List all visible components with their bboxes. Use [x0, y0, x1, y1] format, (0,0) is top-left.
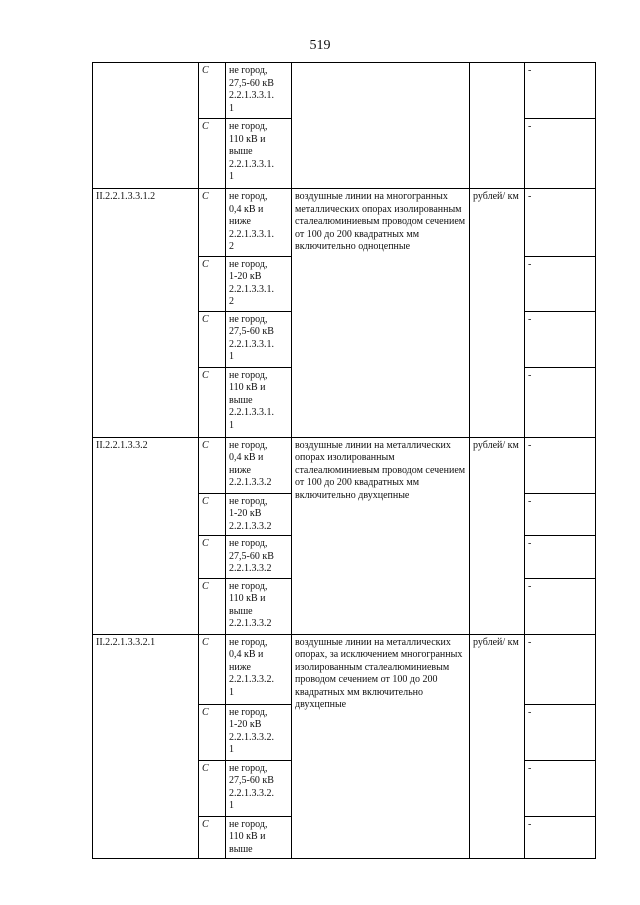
value-cell: -: [525, 493, 596, 536]
category-letter-cell: С: [199, 119, 226, 189]
code-cell: II.2.2.1.3.3.2: [93, 437, 199, 634]
category-letter-cell: С: [199, 536, 226, 579]
category-letter-cell: С: [199, 816, 226, 859]
area-voltage-line: не город,: [229, 818, 268, 830]
area-voltage-line: 0,4 кВ и: [229, 452, 264, 463]
value-cell: -: [525, 704, 596, 760]
area-voltage-line: не город,: [229, 706, 268, 718]
table-row: [93, 63, 596, 119]
description-cell: [292, 63, 470, 189]
area-voltage-line: 110 кВ и: [229, 593, 266, 604]
area-voltage-line: не город,: [229, 369, 268, 381]
area-voltage-line: выше: [229, 394, 253, 406]
category-letter-cell: С: [199, 256, 226, 311]
area-voltage-cell: [226, 760, 292, 816]
area-voltage-line: 110 кВ и: [229, 133, 266, 145]
area-voltage-line: ниже: [229, 464, 251, 476]
area-voltage-line: не город,: [229, 538, 268, 549]
page-number: 519: [309, 38, 331, 53]
area-voltage-line: 27,5-60 кВ: [229, 326, 274, 337]
area-voltage-cell: [226, 816, 292, 859]
area-voltage-line: выше: [229, 605, 253, 617]
area-voltage-line: 2.2.1.3.3.2.: [229, 731, 274, 743]
area-voltage-line: 1: [229, 744, 234, 755]
area-voltage-line: не город,: [229, 495, 268, 507]
area-voltage-line: ниже: [229, 216, 251, 227]
value-cell: -: [525, 760, 596, 816]
area-voltage-line: не город,: [229, 191, 268, 202]
area-voltage-line: 0,4 кВ и: [229, 203, 264, 215]
area-voltage-line: 1-20 кВ: [229, 508, 262, 519]
table-row: [93, 437, 596, 493]
value-cell: -: [525, 367, 596, 437]
area-voltage-line: не город,: [229, 580, 268, 592]
area-voltage-line: 2.2.1.3.3.2.: [229, 674, 274, 685]
area-voltage-line: выше: [229, 146, 253, 157]
area-voltage-cell: [226, 634, 292, 704]
area-voltage-line: 2.2.1.3.3.2: [229, 520, 272, 532]
area-voltage-line: 2.2.1.3.3.2: [229, 477, 272, 488]
table-row: [93, 634, 596, 704]
category-letter-cell: С: [199, 493, 226, 536]
tariff-table: [92, 62, 596, 859]
area-voltage-cell: [226, 437, 292, 493]
area-voltage-line: 1: [229, 171, 234, 182]
category-letter-cell: С: [199, 578, 226, 634]
value-cell: -: [525, 189, 596, 257]
area-voltage-line: 1: [229, 102, 234, 114]
unit-cell: рублей/ км: [470, 634, 525, 859]
area-voltage-line: 1: [229, 351, 234, 362]
area-voltage-line: 2.2.1.3.3.1.: [229, 228, 274, 240]
area-voltage-cell: [226, 63, 292, 119]
area-voltage-line: 27,5-60 кВ: [229, 550, 274, 562]
area-voltage-line: 110 кВ и: [229, 831, 266, 842]
area-voltage-line: 2.2.1.3.3.2: [229, 618, 272, 629]
value-cell: -: [525, 634, 596, 704]
area-voltage-line: не город,: [229, 439, 268, 451]
area-voltage-line: выше: [229, 843, 253, 855]
unit-cell: рублей/ км: [470, 189, 525, 438]
value-cell: -: [525, 816, 596, 859]
area-voltage-line: 2.2.1.3.3.2.: [229, 787, 274, 799]
category-letter-cell: С: [199, 704, 226, 760]
area-voltage-line: 27,5-60 кВ: [229, 77, 274, 89]
area-voltage-line: не город,: [229, 762, 268, 774]
description-cell: воздушные линии на металлических опорах, за исключением многогранных изолированным сталеалюминиевым проводом сечением от 100 до 200 квадратных мм включительно двухцепные: [292, 634, 470, 859]
value-cell: -: [525, 63, 596, 119]
area-voltage-line: 2.2.1.3.3.1.: [229, 407, 274, 418]
area-voltage-line: 2.2.1.3.3.1.: [229, 338, 274, 350]
category-letter-cell: С: [199, 63, 226, 119]
area-voltage-line: 2.2.1.3.3.1.: [229, 158, 274, 170]
area-voltage-cell: [226, 704, 292, 760]
area-voltage-line: 110 кВ и: [229, 382, 266, 393]
area-voltage-line: 1-20 кВ: [229, 271, 262, 282]
area-voltage-line: 1: [229, 800, 234, 811]
value-cell: -: [525, 536, 596, 579]
area-voltage-line: 27,5-60 кВ: [229, 775, 274, 786]
area-voltage-cell: [226, 119, 292, 189]
description-cell: воздушные линии на многогранных металлических опорах изолированным сталеалюминиевым проводом сечением от 100 до 200 квадратных мм включительно одноцепные: [292, 189, 470, 438]
unit-cell: [470, 63, 525, 189]
value-cell: -: [525, 311, 596, 367]
area-voltage-line: 2: [229, 241, 234, 252]
category-letter-cell: С: [199, 367, 226, 437]
value-cell: -: [525, 578, 596, 634]
area-voltage-cell: [226, 367, 292, 437]
code-cell: II.2.2.1.3.3.1.2: [93, 189, 199, 438]
area-voltage-line: не город,: [229, 121, 268, 132]
area-voltage-line: 1: [229, 419, 234, 431]
area-voltage-line: 0,4 кВ и: [229, 649, 264, 660]
value-cell: -: [525, 119, 596, 189]
area-voltage-cell: [226, 536, 292, 579]
value-cell: -: [525, 256, 596, 311]
area-voltage-line: 1: [229, 686, 234, 698]
area-voltage-line: 2: [229, 296, 234, 307]
area-voltage-line: 1-20 кВ: [229, 719, 262, 730]
code-cell: II.2.2.1.3.3.2.1: [93, 634, 199, 859]
area-voltage-cell: [226, 578, 292, 634]
area-voltage-line: не город,: [229, 258, 268, 270]
category-letter-cell: С: [199, 634, 226, 704]
description-cell: воздушные линии на металлических опорах изолированным сталеалюминиевым проводом сечением от 100 до 200 квадратных мм включительно двухцепные: [292, 437, 470, 634]
code-cell: [93, 63, 199, 189]
area-voltage-cell: [226, 189, 292, 257]
area-voltage-line: не город,: [229, 636, 268, 648]
area-voltage-line: 2.2.1.3.3.1.: [229, 283, 274, 295]
area-voltage-line: не город,: [229, 65, 268, 76]
area-voltage-line: 2.2.1.3.3.1.: [229, 90, 274, 101]
area-voltage-line: 2.2.1.3.3.2: [229, 563, 272, 574]
area-voltage-line: ниже: [229, 661, 251, 673]
unit-cell: рублей/ км: [470, 437, 525, 634]
table-row: [93, 189, 596, 257]
area-voltage-cell: [226, 311, 292, 367]
area-voltage-line: не город,: [229, 313, 268, 325]
area-voltage-cell: [226, 256, 292, 311]
tariff-table-body: [93, 63, 596, 859]
area-voltage-cell: [226, 493, 292, 536]
category-letter-cell: С: [199, 437, 226, 493]
value-cell: -: [525, 437, 596, 493]
category-letter-cell: С: [199, 760, 226, 816]
category-letter-cell: С: [199, 311, 226, 367]
category-letter-cell: С: [199, 189, 226, 257]
